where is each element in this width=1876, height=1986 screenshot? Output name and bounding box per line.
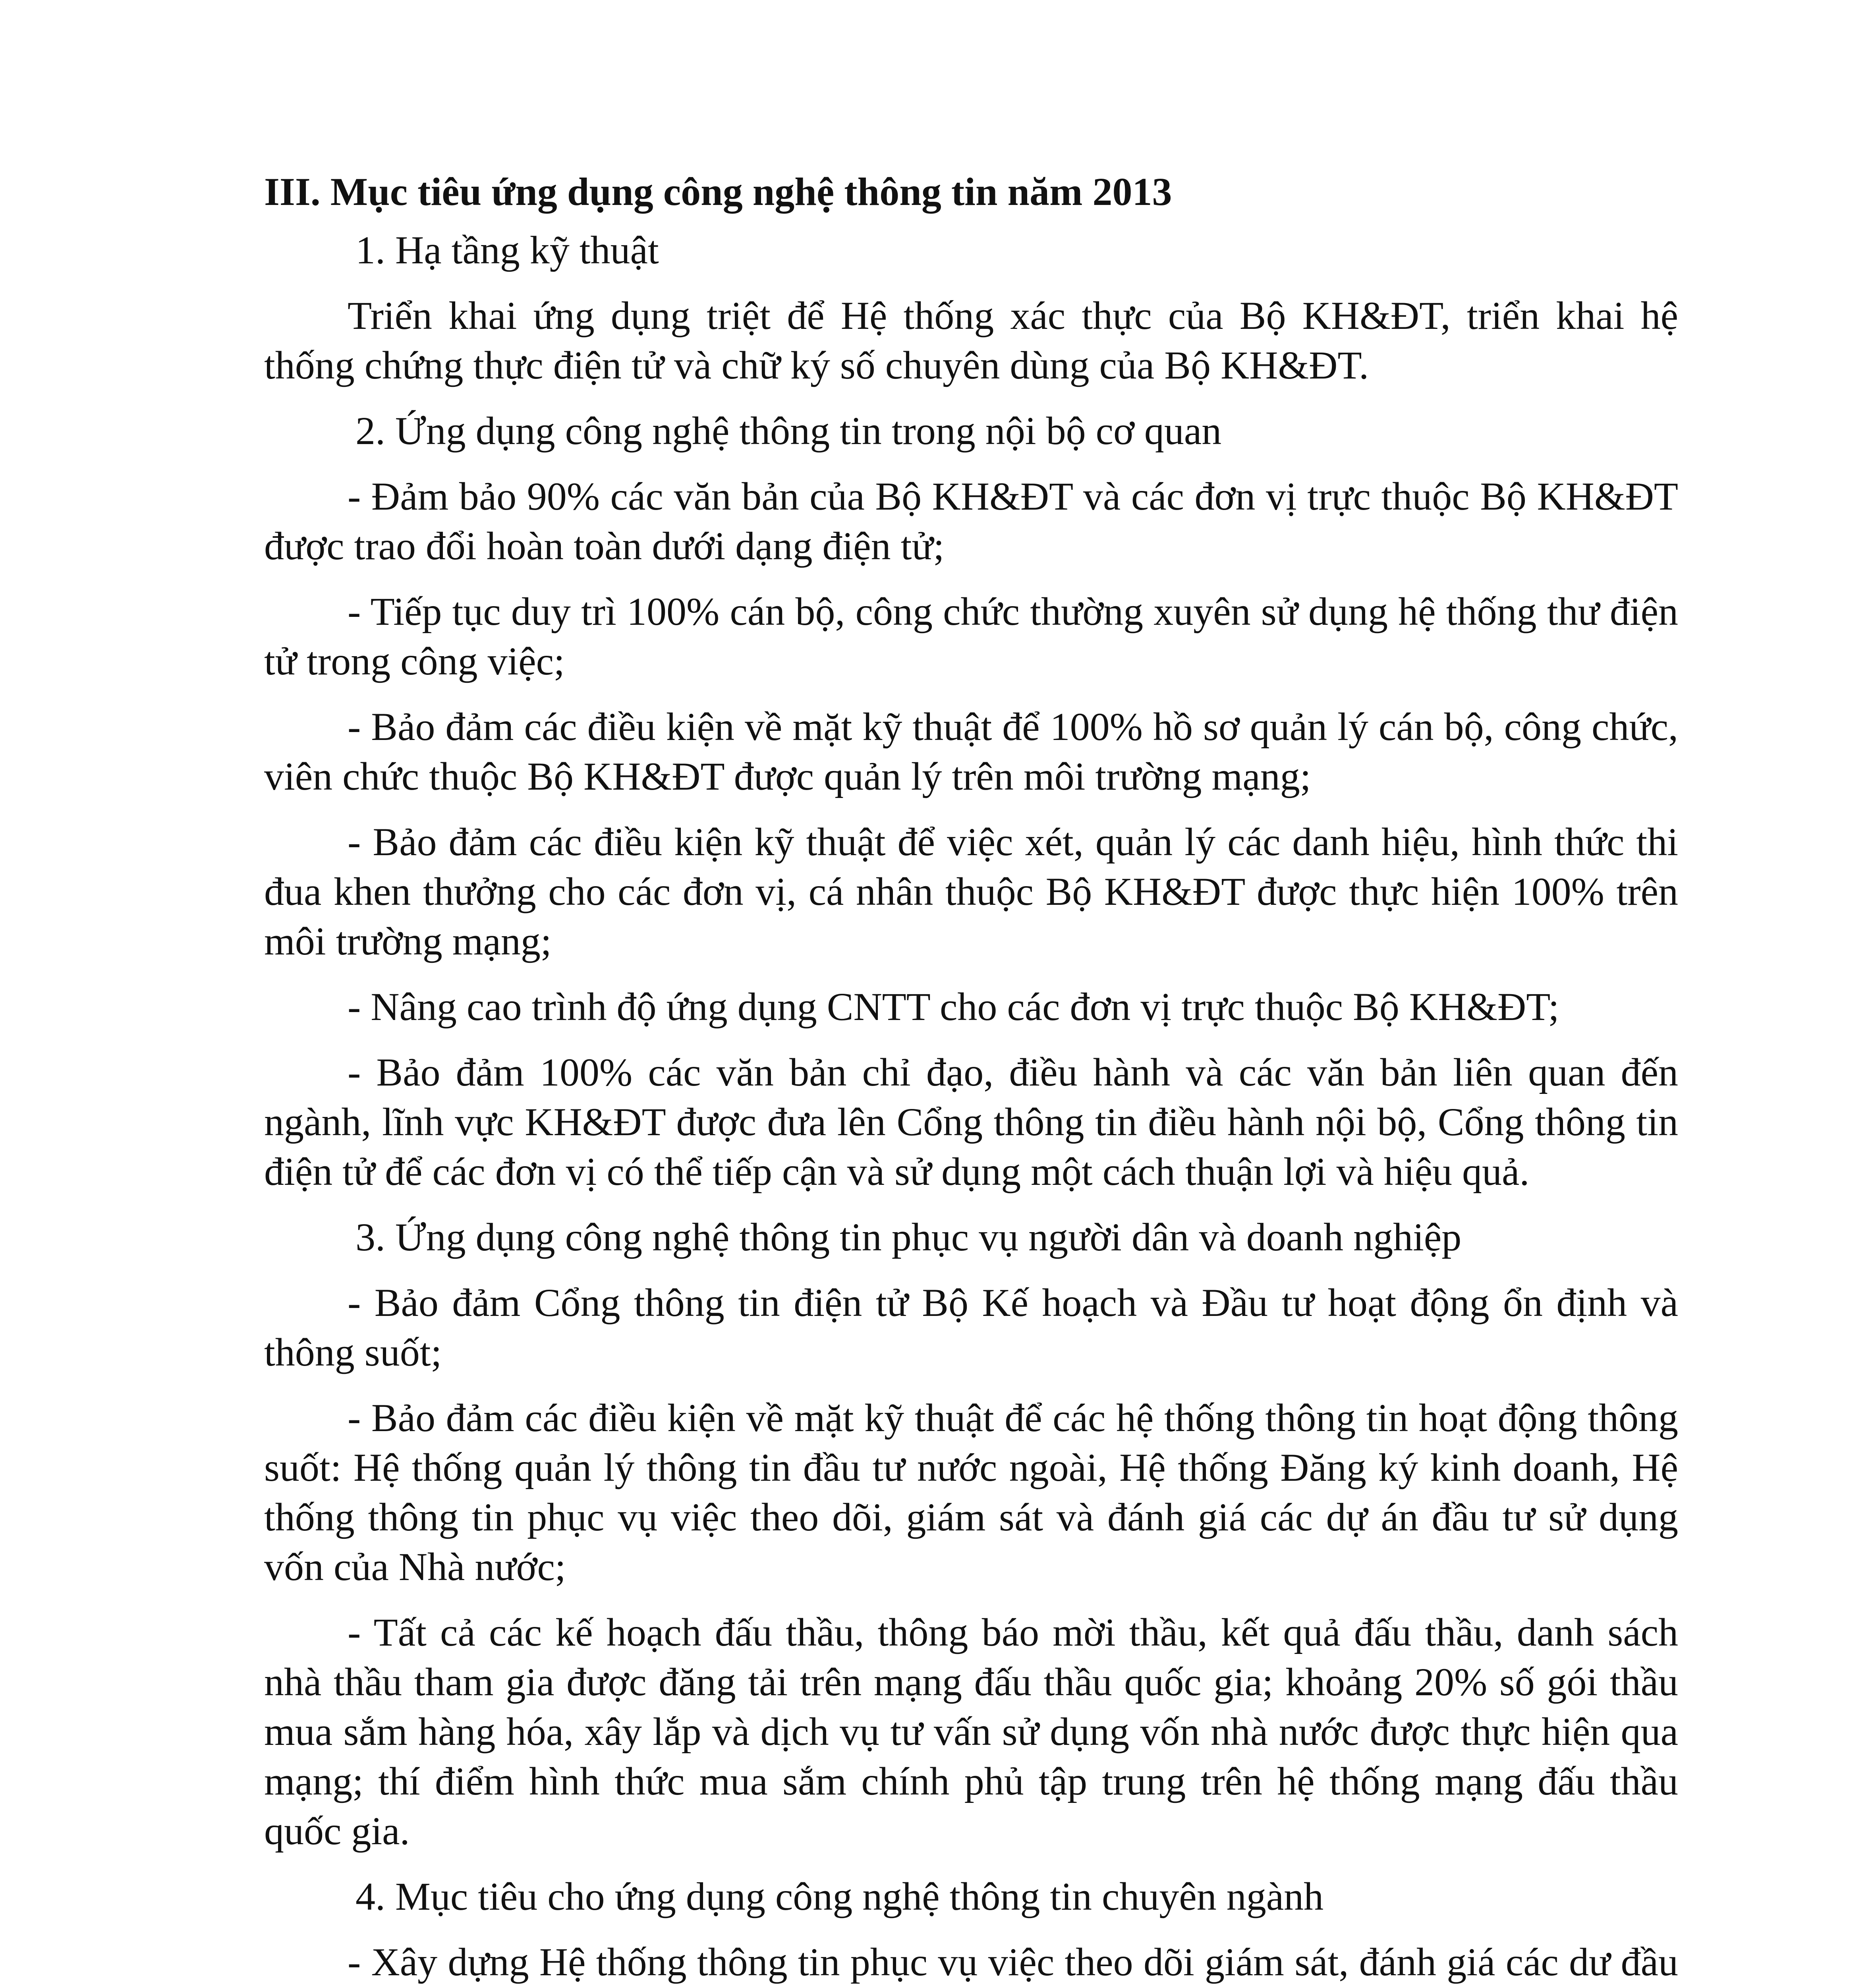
page-content	[264, 167, 1678, 1986]
subheading: 1. Hạ tầng kỹ thuật	[355, 228, 659, 272]
paragraph: - Tiếp tục duy trì 100% cán bộ, công chức thường xuyên sử dụng hệ thống thư điện tử trong công việc;	[264, 589, 1678, 683]
paragraph: - Xây dựng Hệ thống thông tin phục vụ việc theo dõi giám sát, đánh giá các dư đầu	[348, 1940, 1678, 1984]
paragraph: - Bảo đảm các điều kiện về mặt kỹ thuật để các hệ thống thông tin hoạt động thông suốt: Hệ thống quản lý thông tin đầu tư nước ngoài, Hệ thống Đăng ký kinh doanh, Hệ thống thông tin phục vụ việc theo dõi, giám sát và đánh giá các dự án đầu tư sử dụng vốn của Nhà nước;	[264, 1396, 1678, 1589]
paragraph: - Tất cả các kế hoạch đấu thầu, thông báo mời thầu, kết quả đấu thầu, danh sách nhà thầu tham gia được đăng tải trên mạng đấu thầu quốc gia; khoảng 20% số gói thầu mua sắm hàng hóa, xây lắp và dịch vụ tư vấn sử dụng vốn nhà nước được thực hiện qua mạng; thí điểm hình thức mua sắm chính phủ tập trung trên hệ thống mạng đấu thầu quốc gia.	[264, 1610, 1678, 1853]
paragraph: Triển khai ứng dụng triệt để Hệ thống xác thực của Bộ KH&ĐT, triển khai hệ thống chứng thực điện tử và chữ ký số chuyên dùng của Bộ KH&ĐT.	[264, 294, 1678, 387]
paragraph: - Bảo đảm Cổng thông tin điện tử Bộ Kế hoạch và Đầu tư hoạt động ổn định và thông suốt;	[264, 1281, 1678, 1374]
paragraph: - Bảo đảm 100% các văn bản chỉ đạo, điều hành và các văn bản liên quan đến ngành, lĩnh vực KH&ĐT được đưa lên Cổng thông tin điều hành nội bộ, Cổng thông tin điện tử để các đơn vị có thể tiếp cận và sử dụng một cách thuận lợi và hiệu quả.	[264, 1050, 1678, 1194]
subheading: 4. Mục tiêu cho ứng dụng công nghệ thông tin chuyên ngành	[355, 1874, 1324, 1918]
paragraph: - Nâng cao trình độ ứng dụng CNTT cho các đơn vị trực thuộc Bộ KH&ĐT;	[348, 985, 1559, 1029]
paragraph: - Đảm bảo 90% các văn bản của Bộ KH&ĐT và các đơn vị trực thuộc Bộ KH&ĐT được trao đổi hoàn toàn dưới dạng điện tử;	[264, 474, 1678, 568]
paragraph: - Bảo đảm các điều kiện về mặt kỹ thuật để 100% hồ sơ quản lý cán bộ, công chức, viên chức thuộc Bộ KH&ĐT được quản lý trên môi trường mạng;	[264, 705, 1678, 798]
paragraph: - Bảo đảm các điều kiện kỹ thuật để việc xét, quản lý các danh hiệu, hình thức thi đua khen thưởng cho các đơn vị, cá nhân thuộc Bộ KH&ĐT được thực hiện 100% trên môi trường mạng;	[264, 820, 1678, 963]
section-title: III. Mục tiêu ứng dụng công nghệ thông tin năm 2013	[264, 170, 1172, 214]
subheading: 3. Ứng dụng công nghệ thông tin phục vụ người dân và doanh nghiệp	[355, 1215, 1462, 1259]
subheading: 2. Ứng dụng công nghệ thông tin trong nội bộ cơ quan	[355, 409, 1222, 453]
